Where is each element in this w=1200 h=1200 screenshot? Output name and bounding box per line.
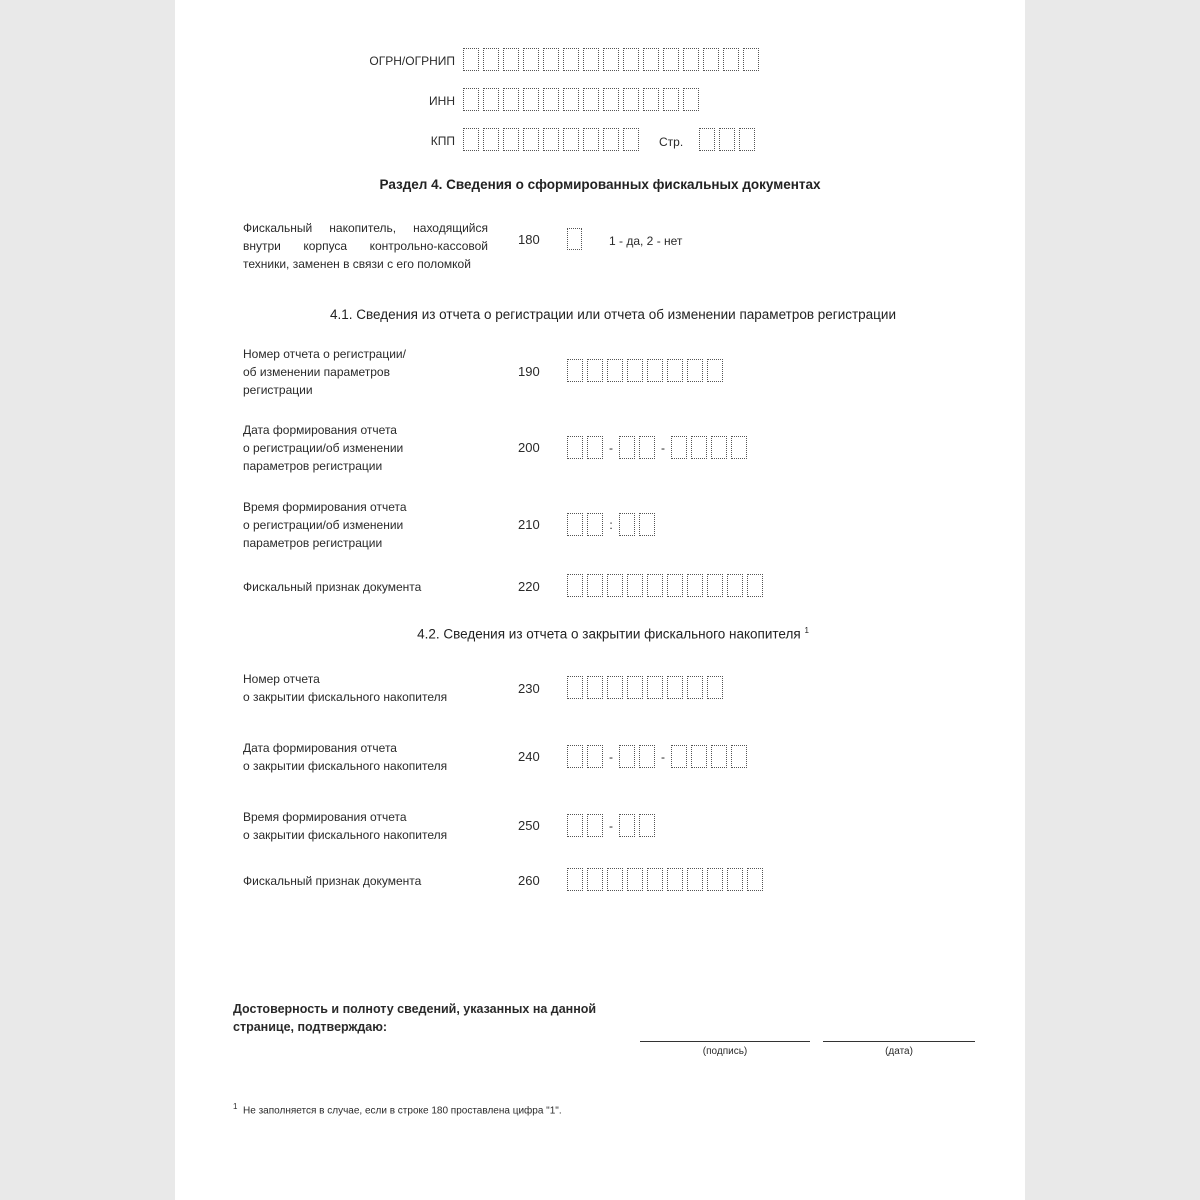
q180-label: Фискальный накопитель, находящийся внутри корпуса контрольно-кассовой техники, заменен в связи с его поломкой bbox=[243, 221, 488, 271]
date-line[interactable] bbox=[823, 1041, 975, 1042]
r220-label: Фискальный признак документа bbox=[243, 580, 422, 594]
code-250: 250 bbox=[518, 818, 540, 833]
r240-date-input[interactable]: - - bbox=[567, 745, 751, 768]
r200-date-input[interactable]: - - bbox=[567, 436, 751, 459]
code-220: 220 bbox=[518, 579, 540, 594]
code-200: 200 bbox=[518, 440, 540, 455]
r230-input[interactable] bbox=[567, 676, 727, 699]
q180-input[interactable] bbox=[567, 228, 586, 250]
r190-label: Номер отчета о регистрации/ об изменении параметров регистрации bbox=[243, 347, 406, 397]
r210-label: Время формирования отчета о регистрации/об изменении параметров регистрации bbox=[243, 500, 407, 550]
kpp-label: КПП bbox=[430, 134, 455, 148]
subsection-4-2-title: 4.2. Сведения из отчета о закрытии фискального накопителя $^1$ bbox=[417, 626, 809, 642]
ogrn-input[interactable] bbox=[463, 48, 763, 71]
inn-label: ИНН bbox=[429, 94, 455, 108]
page-number-label: Стр. bbox=[659, 135, 684, 149]
date-caption: (дата) bbox=[885, 1046, 913, 1057]
r250-time-input[interactable]: - bbox=[567, 814, 659, 837]
inn-input[interactable] bbox=[463, 88, 703, 111]
code-190: 190 bbox=[518, 364, 540, 379]
code-260: 260 bbox=[518, 873, 540, 888]
signature-caption: (подпись) bbox=[702, 1046, 748, 1057]
page-number-input[interactable] bbox=[699, 128, 759, 151]
r250-label: Время формирования отчета о закрытии фискального накопителя bbox=[243, 810, 448, 842]
footnote: $^1$ Не заполняется в случае, если в строке 180 проставлена цифра "1". bbox=[233, 1102, 562, 1117]
r260-label: Фискальный признак документа bbox=[243, 874, 422, 888]
kpp-input[interactable] bbox=[463, 128, 643, 151]
code-210: 210 bbox=[518, 517, 540, 532]
q180-hint: 1 - да, 2 - нет bbox=[609, 234, 683, 248]
form-page bbox=[175, 0, 1025, 1200]
section-title: Раздел 4. Сведения о сформированных фискальных документах bbox=[379, 177, 821, 192]
r190-input[interactable] bbox=[567, 359, 727, 382]
code-230: 230 bbox=[518, 681, 540, 696]
ogrn-label: ОГРН/ОГРНИП bbox=[369, 54, 455, 68]
footnote-ref: 1 bbox=[804, 626, 809, 635]
code-240: 240 bbox=[518, 749, 540, 764]
subsection-4-1-title: 4.1. Сведения из отчета о регистрации или отчета об изменении параметров регистрации bbox=[330, 307, 896, 322]
r200-label: Дата формирования отчета о регистрации/об изменении параметров регистрации bbox=[243, 423, 404, 473]
footnote-mark: 1 bbox=[233, 1102, 238, 1111]
r220-input[interactable] bbox=[567, 574, 767, 597]
r230-label: Номер отчета о закрытии фискального накопителя bbox=[243, 672, 448, 704]
r240-label: Дата формирования отчета о закрытии фискального накопителя bbox=[243, 741, 448, 773]
confirm-text: Достоверность и полноту сведений, указанных на данной странице, подтверждаю: bbox=[233, 1002, 597, 1034]
r260-input[interactable] bbox=[567, 868, 767, 891]
signature-line[interactable] bbox=[640, 1041, 810, 1042]
code-180: 180 bbox=[518, 232, 540, 247]
r210-time-input[interactable]: : bbox=[567, 513, 659, 536]
